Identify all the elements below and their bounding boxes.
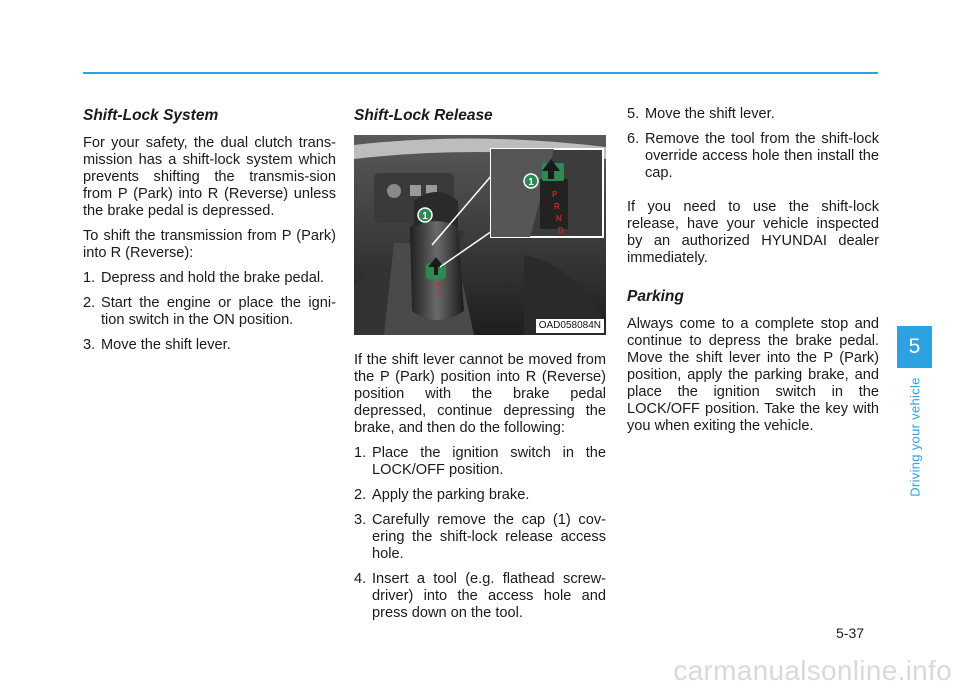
column-shift-lock-system: [83, 106, 336, 362]
step-number: 3.: [354, 512, 367, 528]
gear-letter-d-small: D: [437, 290, 443, 297]
step-number: 3.: [83, 337, 96, 353]
list-item: [627, 131, 879, 182]
step-text: Place the ignition switch in the LOCK/OFF position.: [372, 445, 606, 478]
shift-lock-intro: For your safety, the dual clutch trans-mission has a shift-lock system which prevents shifting the transmis-sion from P (Park) into R (Reverse) unless the brake pedal is depressed.: [83, 135, 336, 219]
list-item: [354, 512, 606, 563]
step-text: Apply the parking brake.: [372, 487, 530, 503]
section-title-label: [898, 372, 931, 502]
step-number: 2.: [354, 487, 367, 503]
gear-letter-r: R: [554, 202, 560, 211]
column-continued: [627, 106, 879, 443]
figure-code: OAD058084N: [536, 319, 604, 333]
shift-lock-lead: To shift the transmission from P (Park) into R (Reverse):: [83, 228, 336, 261]
callout-1-inset: 1: [528, 177, 534, 188]
gear-letter-n-small: N: [437, 282, 443, 289]
section-title: Driving your vehicle: [907, 377, 922, 497]
heading-parking: Parking: [627, 288, 684, 305]
step-text: Depress and hold the brake pedal.: [101, 270, 325, 286]
heading-shift-lock-system: Shift-Lock System: [83, 107, 219, 124]
shift-lock-steps: [83, 270, 336, 354]
gear-letter-d: D: [558, 226, 564, 235]
gear-shift-illustration: [354, 135, 606, 335]
step-number: 4.: [354, 571, 367, 587]
list-item: [354, 487, 606, 504]
step-number: 1.: [354, 445, 367, 461]
gear-letter-n: N: [556, 214, 562, 223]
list-item: [354, 571, 606, 622]
step-text: Remove the tool from the shift-lock override access hole then install the cap.: [645, 131, 879, 181]
section-number-tab: 5: [897, 326, 932, 368]
step-number: 2.: [83, 295, 96, 311]
list-item: [83, 295, 336, 329]
step-number: 6.: [627, 131, 640, 147]
top-rule: [83, 72, 878, 74]
list-item: [83, 270, 336, 287]
release-intro: If the shift lever cannot be moved from the P (Park) position into R (Reverse) position with the brake pedal depressed, continue depressing the brake, and then do the following:: [354, 352, 606, 436]
page-number: 5-37: [836, 625, 865, 641]
heading-shift-lock-release: Shift-Lock Release: [354, 107, 493, 124]
callout-1-main: 1: [422, 211, 428, 222]
step-text: Insert a tool (e.g. flathead screw-driver) into the access hole and press down on the tool.: [372, 571, 606, 621]
step-number: 1.: [83, 270, 96, 286]
release-note: If you need to use the shift-lock release, have your vehicle inspected by an authorized HYUNDAI dealer immediately.: [627, 199, 879, 266]
step-text: Move the shift lever.: [645, 106, 775, 122]
parking-text: Always come to a complete stop and continue to depress the brake pedal. Move the shift lever into the P (Park) position, apply the parking brake, and place the ignition switch in the LOCK/OFF position. Take the key with you when exiting the vehicle.: [627, 316, 879, 434]
step-text: Start the engine or place the igni-tion switch in the ON position.: [101, 295, 336, 328]
list-item: [627, 106, 879, 123]
release-steps-part-1: [354, 445, 606, 622]
gear-letter-p: P: [552, 190, 558, 199]
step-text: Move the shift lever.: [101, 337, 231, 353]
column-shift-lock-release: [354, 106, 606, 630]
step-text: Carefully remove the cap (1) cov-ering the shift-lock release access hole.: [372, 512, 606, 562]
watermark: carmanualsonline.info: [673, 655, 952, 686]
step-number: 5.: [627, 106, 640, 122]
list-item: [83, 337, 336, 354]
release-steps-part-2: [627, 106, 879, 182]
list-item: [354, 445, 606, 479]
shift-lever-figure: [354, 135, 606, 335]
